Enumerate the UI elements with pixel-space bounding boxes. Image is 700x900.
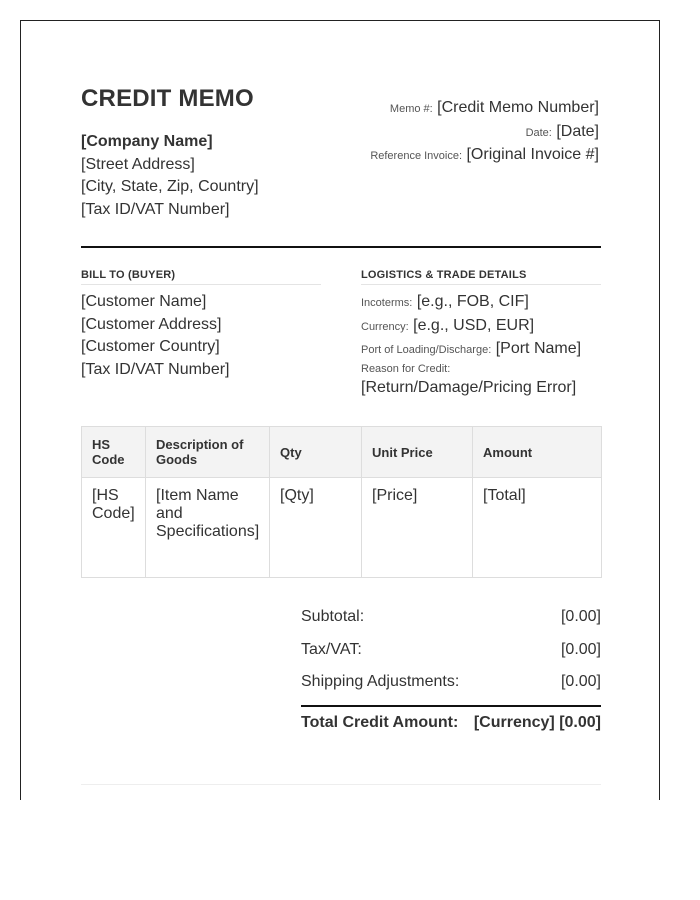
currency-label: Currency: [361,320,409,333]
memo-number-value: [Credit Memo Number] [437,99,599,116]
customer-country: [Customer Country] [81,338,220,355]
cell-qty: [Qty] [270,478,362,578]
incoterms-row [361,291,601,315]
customer-name: [Customer Name] [81,293,207,310]
shipping-value: [0.00] [560,673,601,691]
memo-date-value: [Date] [556,122,599,140]
document-page [20,20,660,800]
reference-invoice-label: Reference Invoice: [370,150,463,162]
customer-tax-id: [Tax ID/VAT Number] [81,360,230,378]
incoterms-label: Incoterms: [361,297,413,309]
port-value: [Port Name] [495,340,582,357]
total-credit-value: [Currency] [0.00] [473,713,601,731]
totals-block [301,601,601,739]
shipping-label: Shipping Adjustments: [301,673,460,691]
company-city: [City, State, Zip, Country] [81,178,259,195]
tax-row [301,634,601,667]
company-name: [Company Name] [81,133,213,150]
shipping-row [301,666,601,699]
footer-divider [81,784,601,785]
currency-row [361,315,601,339]
document-title: CREDIT MEMO [81,85,254,112]
port-row [361,338,601,362]
line-items-table [81,426,602,578]
bill-to-heading: BILL TO (BUYER) [81,269,321,285]
tax-label: Tax/VAT: [301,640,362,658]
logistics-heading: LOGISTICS & TRADE DETAILS [361,269,601,285]
header-unit-price: Unit Price [362,427,473,478]
company-tax-id: [Tax ID/VAT Number] [81,200,230,218]
total-credit-label: Total Credit Amount: [301,713,459,731]
logistics-section [361,269,601,399]
cell-unit-price: [Price] [362,478,473,578]
header-description: Description of Goods [146,427,270,478]
currency-value: [e.g., USD, EUR] [413,316,535,334]
reference-invoice-row [370,144,599,168]
company-street: [Street Address] [81,155,195,173]
reason-label: Reason for Credit: [361,362,451,375]
memo-number-label: Memo #: [389,103,433,115]
header-divider [81,246,601,248]
header-qty: Qty [270,427,362,478]
memo-date-row [370,121,599,145]
memo-date-label: Date: [525,126,552,139]
company-block [81,131,259,221]
cell-description: [Item Name and Specifications] [146,478,270,578]
subtotal-row [301,601,601,634]
table-header-row [82,427,602,478]
table-row [82,478,602,578]
tax-value: [0.00] [560,640,601,658]
header-hs-code: HS Code [82,427,146,478]
incoterms-value: [e.g., FOB, CIF] [416,293,529,310]
memo-meta-block [370,97,599,168]
cell-hs-code: [HS Code] [82,478,146,578]
cell-amount: [Total] [473,478,602,578]
subtotal-value: [0.00] [560,608,601,626]
header-amount: Amount [473,427,602,478]
port-label: Port of Loading/Discharge: [361,344,492,356]
memo-number-row [370,97,599,121]
bill-to-section [81,269,321,381]
subtotal-label: Subtotal: [301,608,365,626]
customer-address: [Customer Address] [81,315,222,333]
total-credit-row [301,705,601,739]
reason-value: [Return/Damage/Pricing Error] [361,378,577,396]
reference-invoice-value: [Original Invoice #] [466,146,599,163]
